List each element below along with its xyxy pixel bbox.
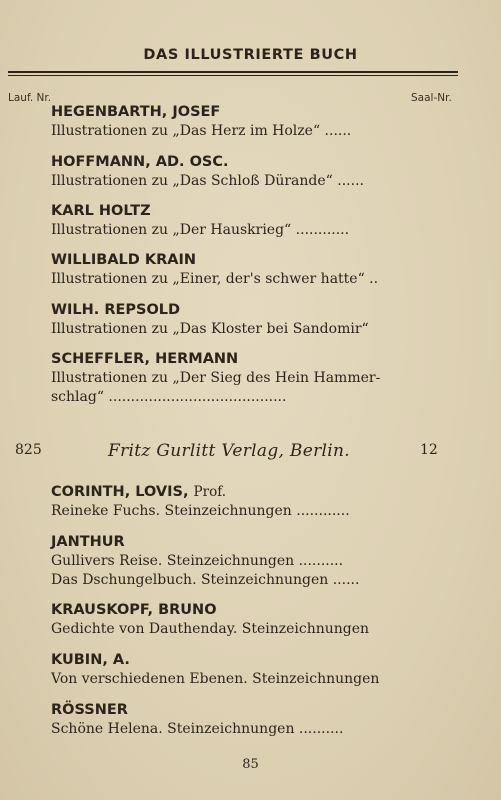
artist-name: JANTHUR <box>51 534 125 550</box>
column-header-lauf-nr: Lauf. Nr. <box>8 92 52 104</box>
artist-name: RÖSSNER <box>51 702 128 718</box>
page-title: DAS ILLUSTRIERTE BUCH <box>143 47 358 63</box>
header-rule-thick <box>8 71 458 73</box>
page-number: 85 <box>242 757 259 772</box>
lauf-nr-value: 825 <box>15 442 42 458</box>
work-title: Gedichte von Dauthenday. Steinzeichnungen <box>51 621 370 637</box>
artist-name-text: CORINTH, LOVIS, <box>51 484 189 500</box>
column-header-saal-nr: Saal-Nr. <box>411 92 452 104</box>
catalog-entry <box>51 250 411 289</box>
artist-name: KUBIN, A. <box>51 652 130 668</box>
work-title: Illustrationen zu „Einer, der's schwer hatte“ .. <box>51 271 379 287</box>
catalog-entry <box>51 102 411 141</box>
publisher-name: Fritz Gurlitt Verlag, Berlin. <box>108 441 350 461</box>
work-title: Schöne Helena. Steinzeichnungen .......... <box>51 721 344 737</box>
work-title: Illustrationen zu „Das Kloster bei Sandomir“ <box>51 321 369 337</box>
header-rule-thin <box>8 75 458 76</box>
catalog-entry <box>51 201 411 240</box>
artist-title-suffix: Prof. <box>193 484 227 500</box>
artist-name: KARL HOLTZ <box>51 203 151 219</box>
catalog-entry <box>51 152 411 191</box>
catalog-entry <box>51 300 411 339</box>
artist-name: KRAUSKOPF, BRUNO <box>51 602 217 618</box>
publisher-row <box>0 442 501 464</box>
artist-name: WILH. REPSOLD <box>51 302 181 318</box>
work-title: Illustrationen zu „Das Herz im Holze“ ...... <box>51 123 352 139</box>
catalog-entry <box>51 532 411 590</box>
work-title: Das Dschungelbuch. Steinzeichnungen ...... <box>51 572 360 588</box>
catalog-entry <box>51 600 411 639</box>
catalog-entry <box>51 650 411 689</box>
artist-name: HEGENBARTH, JOSEF <box>51 104 221 120</box>
artist-name: HOFFMANN, AD. OSC. <box>51 154 229 170</box>
saal-nr-value: 12 <box>420 442 438 458</box>
work-title: Gullivers Reise. Steinzeichnungen .......... <box>51 553 344 569</box>
artist-name <box>51 482 411 502</box>
work-title: Von verschiedenen Ebenen. Steinzeichnungen <box>51 671 380 687</box>
work-title-continuation: schlag“ ........................................ <box>51 389 287 405</box>
artist-name: WILLIBALD KRAIN <box>51 252 197 268</box>
work-title: Illustrationen zu „Der Sieg des Hein Hammer- <box>51 370 381 386</box>
catalog-entry <box>51 700 411 739</box>
catalog-entry <box>51 349 411 407</box>
work-title: Reineke Fuchs. Steinzeichnungen ............ <box>51 503 350 519</box>
catalog-entry <box>51 482 411 521</box>
work-title: Illustrationen zu „Das Schloß Dürande“ ...... <box>51 173 364 189</box>
work-title: Illustrationen zu „Der Hauskrieg“ ............ <box>51 222 350 238</box>
artist-name: SCHEFFLER, HERMANN <box>51 351 239 367</box>
